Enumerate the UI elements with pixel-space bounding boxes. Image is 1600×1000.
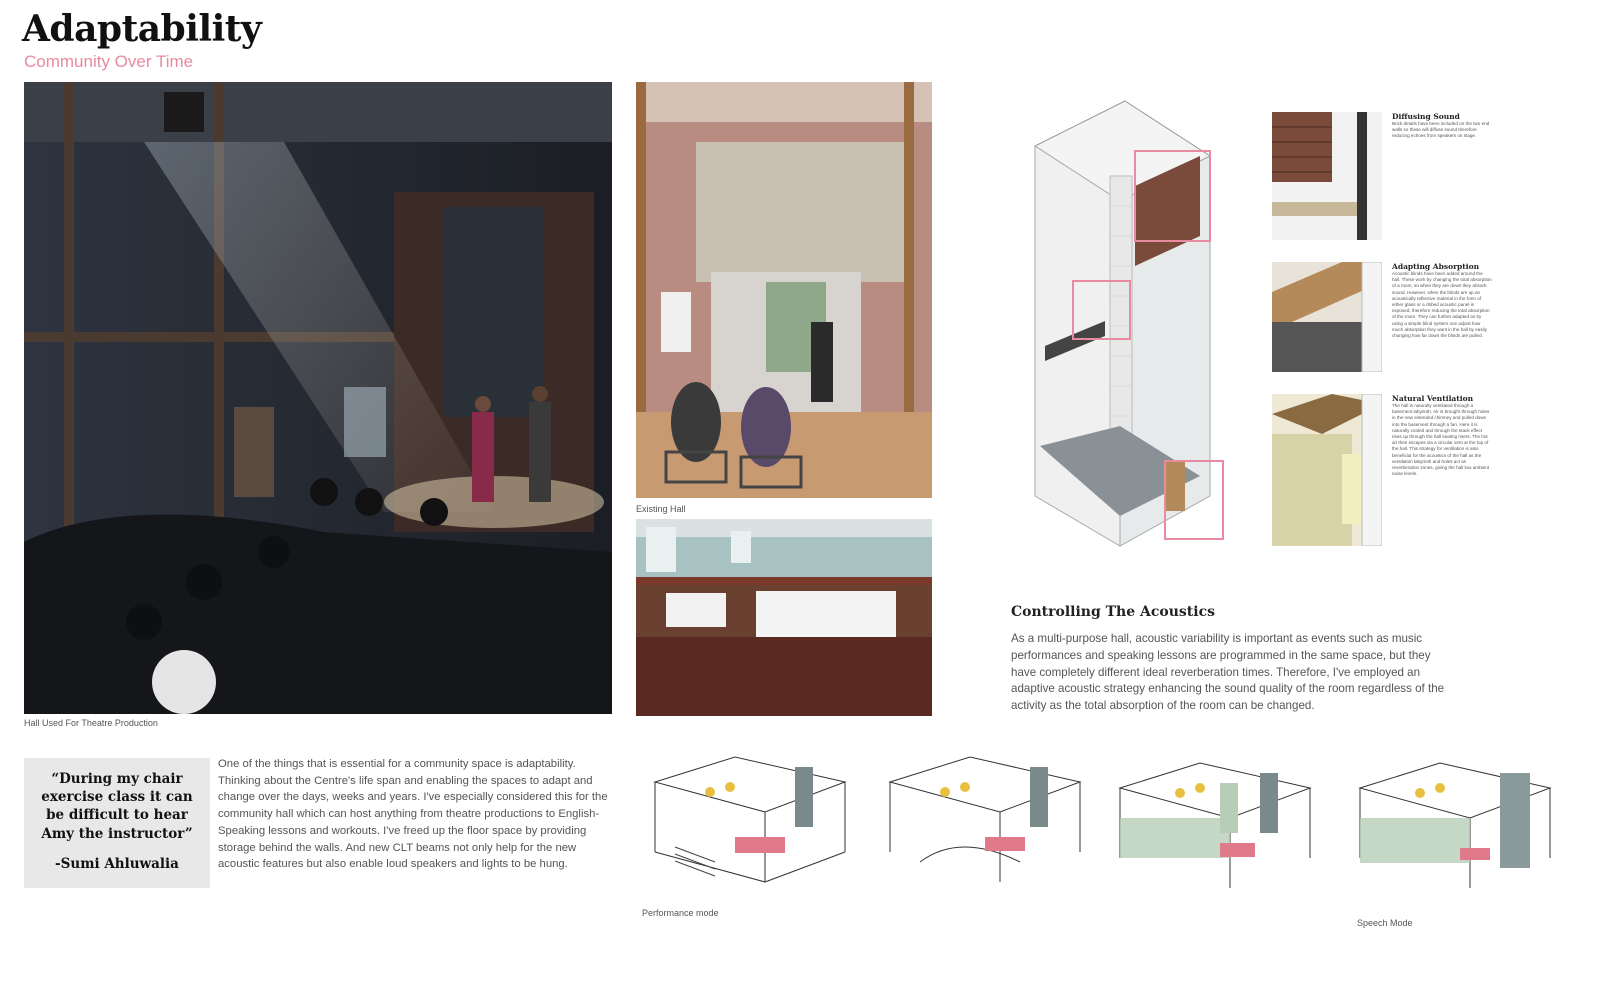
hall-render-image (636, 82, 932, 498)
mode-sketch-1 (645, 752, 857, 892)
mode-caption-speech: Speech Mode (1357, 918, 1413, 928)
mode-sketch-4 (1350, 758, 1562, 898)
detail-text-diffusing: Brick details have been included on the two end walls so these will diffuse sound therefore reducing echoes from speakers on stage. (1392, 121, 1490, 139)
detail-text-absorption: Acoustic blinds have been added around the hall. These work by changing the total absorption of a room, so when they are down they absorb sound. However, when the blinds are up an acoustically reflective material in the form of either glass or a ribbed acoustic panel is exposed, therefore reducing the total absorption of the room. They can further adapted as by using a simple blind system one adjust how much absorption they want in the hall by easily changing how far down the blinds are pulled. (1392, 271, 1492, 338)
theatre-render-image (24, 82, 612, 714)
adapting-absorption-detail (1272, 262, 1382, 372)
natural-ventilation-detail (1272, 394, 1382, 546)
detail-title-diffusing: Diffusing Sound (1392, 112, 1460, 121)
mode-caption-performance: Performance mode (642, 908, 719, 918)
detail-title-absorption: Adapting Absorption (1392, 262, 1480, 271)
acoustics-paragraph: As a multi-purpose hall, acoustic variability is important as events such as music performances and speaking lessons are programmed in the same space, but they have completely different ideal reverberation times. Therefore, I've employed an adaptive acoustic strategy enhancing the sound quality of the room regardless of the activity as the total absorption of the room can be changed. (1011, 632, 1445, 713)
page-subtitle: Community Over Time (24, 52, 194, 71)
detail-text-ventilation: The hall is naturally ventilated through a basement labyrinth. Air is brought through holes in the new extended chimney and pulled down into the basement through a fan. Here it is naturally cooled and through the stack effect rises up through the hall seating risers. The hot air then escapes via a circular vent at the top of the hall. This strategy for ventilation is also beneficial for the acoustics of the hall as the ventilation labyrinth and holes act as reverberation zones, giving the hall low ambient noise levels. (1392, 403, 1490, 477)
existing-hall-photo (636, 519, 932, 716)
mode-sketch-3 (1110, 758, 1322, 898)
mode-sketch-2 (880, 752, 1092, 892)
acoustic-section-drawing (1025, 96, 1250, 556)
quote-text: “During my chair exercise class it can be difficult to hear Amy the instructor” (41, 771, 193, 842)
theatre-caption: Hall Used For Theatre Production (24, 718, 158, 728)
acoustics-heading: Controlling The Acoustics (1011, 604, 1215, 620)
diffusing-sound-detail (1272, 112, 1382, 240)
adaptability-paragraph: One of the things that is essential for a community space is adaptability. Thinking about the Centre's life span and enabling the spaces to adapt and change over the days, weeks and years. I've especially considered this for the community hall which can host anything from theatre productions to English-Speaking lessons and workouts. I've freed up the floor space by providing storage behind the walls. And new CLT beams not only help for the new acoustic features but also enable loud speakers and lights to be hung. (218, 758, 608, 871)
quote-author: -Sumi Ahluwalia (55, 855, 179, 872)
page-title: Adaptability (22, 8, 262, 50)
detail-title-ventilation: Natural Ventilation (1392, 394, 1474, 403)
existing-caption: Existing Hall (636, 504, 686, 514)
quote-box (24, 758, 210, 888)
